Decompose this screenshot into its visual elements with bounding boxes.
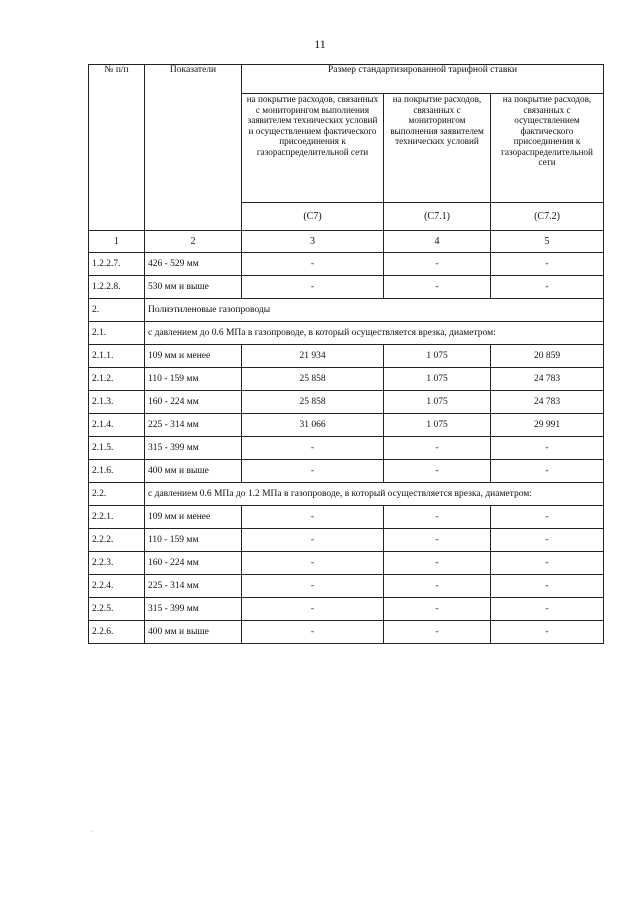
table-row bbox=[89, 414, 604, 437]
table-row bbox=[89, 506, 604, 529]
row-number: 2.1.1. bbox=[89, 345, 145, 368]
value-c7-2: 29 991 bbox=[491, 414, 604, 437]
value-c7-2: - bbox=[491, 598, 604, 621]
value-c7-2: - bbox=[491, 621, 604, 644]
row-number: 2.1.5. bbox=[89, 437, 145, 460]
header-colnum-2: 2 bbox=[145, 231, 242, 253]
header-desc-c7: на покрытие расходов, связанных с мониторингом выполнения заявителем технических условий и осуществлением фактического присоединения к газораспределительной сети bbox=[242, 94, 384, 203]
header-colnum-5: 5 bbox=[491, 231, 604, 253]
value-c7: 31 066 bbox=[242, 414, 384, 437]
row-number: 2.2.6. bbox=[89, 621, 145, 644]
row-indicator: 109 мм и менее bbox=[145, 506, 242, 529]
value-c7: 25 858 bbox=[242, 368, 384, 391]
section-title: с давлением 0.6 МПа до 1.2 МПа в газопроводе, в который осуществляется врезка, диаметром: bbox=[145, 483, 604, 506]
value-c7-2: - bbox=[491, 529, 604, 552]
table-row bbox=[89, 552, 604, 575]
header-desc-c7-2: на покрытие расходов, связанных с осуществлением фактического присоединения к газораспределительной сети bbox=[491, 94, 604, 203]
value-c7: - bbox=[242, 552, 384, 575]
value-c7: - bbox=[242, 506, 384, 529]
header-num: № п/п bbox=[89, 65, 145, 231]
row-number: 2.1. bbox=[89, 322, 145, 345]
row-indicator: 400 мм и выше bbox=[145, 460, 242, 483]
row-indicator: 160 - 224 мм bbox=[145, 391, 242, 414]
value-c7-2: - bbox=[491, 437, 604, 460]
value-c7: 25 858 bbox=[242, 391, 384, 414]
row-indicator: 315 - 399 мм bbox=[145, 437, 242, 460]
row-number: 2.1.4. bbox=[89, 414, 145, 437]
value-c7-1: - bbox=[384, 253, 491, 276]
row-indicator: 530 мм и выше bbox=[145, 276, 242, 299]
section-title: с давлением до 0.6 МПа в газопроводе, в который осуществляется врезка, диаметром: bbox=[145, 322, 604, 345]
table-body bbox=[89, 253, 604, 644]
tariff-table bbox=[88, 64, 604, 644]
value-c7-2: - bbox=[491, 460, 604, 483]
value-c7-1: - bbox=[384, 575, 491, 598]
value-c7: - bbox=[242, 598, 384, 621]
section-title: Полиэтиленовые газопроводы bbox=[145, 299, 604, 322]
value-c7: - bbox=[242, 276, 384, 299]
row-number: 2.1.6. bbox=[89, 460, 145, 483]
value-c7: - bbox=[242, 575, 384, 598]
header-colnum-1: 1 bbox=[89, 231, 145, 253]
row-indicator: 225 - 314 мм bbox=[145, 414, 242, 437]
value-c7: - bbox=[242, 253, 384, 276]
value-c7-1: - bbox=[384, 621, 491, 644]
value-c7: - bbox=[242, 460, 384, 483]
row-number: 2.1.3. bbox=[89, 391, 145, 414]
section-row bbox=[89, 483, 604, 506]
table-row bbox=[89, 460, 604, 483]
table-row bbox=[89, 368, 604, 391]
row-number: 2.2.2. bbox=[89, 529, 145, 552]
row-indicator: 109 мм и менее bbox=[145, 345, 242, 368]
table-row bbox=[89, 621, 604, 644]
header-indicator: Показатели bbox=[145, 65, 242, 231]
row-number: 1.2.2.8. bbox=[89, 276, 145, 299]
value-c7-1: 1 075 bbox=[384, 414, 491, 437]
row-number: 2.2. bbox=[89, 483, 145, 506]
value-c7-2: 24 783 bbox=[491, 391, 604, 414]
value-c7: - bbox=[242, 529, 384, 552]
value-c7-1: - bbox=[384, 598, 491, 621]
table-row bbox=[89, 253, 604, 276]
header-code-c7: (С7) bbox=[242, 203, 384, 231]
header-colnum-4: 4 bbox=[384, 231, 491, 253]
row-indicator: 225 - 314 мм bbox=[145, 575, 242, 598]
row-number: 2.2.1. bbox=[89, 506, 145, 529]
value-c7-1: 1 075 bbox=[384, 391, 491, 414]
row-number: 2.2.4. bbox=[89, 575, 145, 598]
table-row bbox=[89, 276, 604, 299]
table-row bbox=[89, 575, 604, 598]
table-row bbox=[89, 391, 604, 414]
value-c7-2: 20 859 bbox=[491, 345, 604, 368]
table-row bbox=[89, 345, 604, 368]
value-c7-1: - bbox=[384, 529, 491, 552]
header-desc-c7-1: на покрытие расходов, связанных с мониторингом выполнения заявителем технических условий bbox=[384, 94, 491, 203]
row-indicator: 160 - 224 мм bbox=[145, 552, 242, 575]
row-number: 2.2.3. bbox=[89, 552, 145, 575]
row-number: 1.2.2.7. bbox=[89, 253, 145, 276]
value-c7-1: - bbox=[384, 276, 491, 299]
row-number: 2.1.2. bbox=[89, 368, 145, 391]
header-code-c7-1: (С7.1) bbox=[384, 203, 491, 231]
row-number: 2.2.5. bbox=[89, 598, 145, 621]
row-indicator: 426 - 529 мм bbox=[145, 253, 242, 276]
section-row bbox=[89, 299, 604, 322]
table-row bbox=[89, 598, 604, 621]
header-rate-group: Размер стандартизированной тарифной ставки bbox=[242, 65, 604, 94]
header-code-c7-2: (С7.2) bbox=[491, 203, 604, 231]
value-c7-2: - bbox=[491, 253, 604, 276]
section-row bbox=[89, 322, 604, 345]
value-c7-1: - bbox=[384, 552, 491, 575]
row-indicator: 315 - 399 мм bbox=[145, 598, 242, 621]
value-c7-1: - bbox=[384, 506, 491, 529]
value-c7: - bbox=[242, 621, 384, 644]
value-c7-2: - bbox=[491, 506, 604, 529]
row-number: 2. bbox=[89, 299, 145, 322]
value-c7-2: 24 783 bbox=[491, 368, 604, 391]
value-c7-1: - bbox=[384, 460, 491, 483]
footer-mark: . bbox=[92, 828, 94, 834]
row-indicator: 110 - 159 мм bbox=[145, 368, 242, 391]
header-colnum-3: 3 bbox=[242, 231, 384, 253]
value-c7-2: - bbox=[491, 575, 604, 598]
page-number: 11 bbox=[314, 37, 326, 51]
value-c7-1: 1 075 bbox=[384, 368, 491, 391]
value-c7: 21 934 bbox=[242, 345, 384, 368]
row-indicator: 400 мм и выше bbox=[145, 621, 242, 644]
value-c7: - bbox=[242, 437, 384, 460]
value-c7-1: 1 075 bbox=[384, 345, 491, 368]
value-c7-2: - bbox=[491, 552, 604, 575]
value-c7-2: - bbox=[491, 276, 604, 299]
row-indicator: 110 - 159 мм bbox=[145, 529, 242, 552]
table-row bbox=[89, 437, 604, 460]
value-c7-1: - bbox=[384, 437, 491, 460]
table-row bbox=[89, 529, 604, 552]
